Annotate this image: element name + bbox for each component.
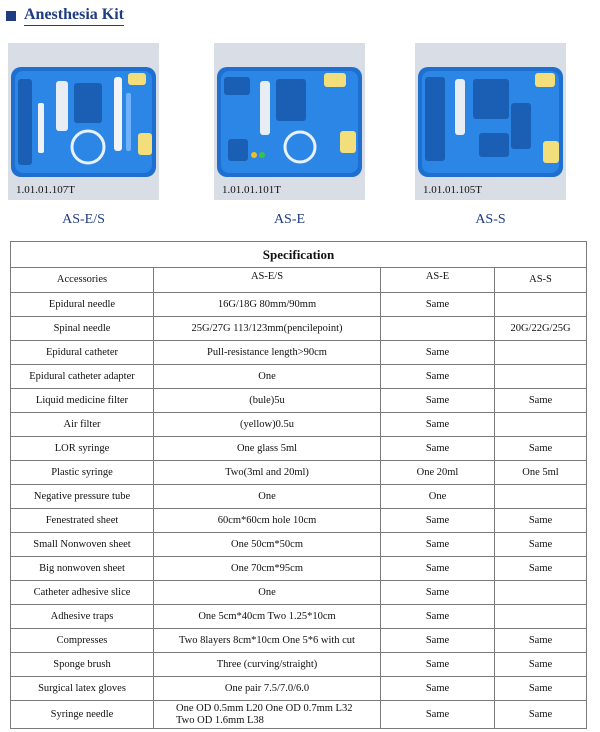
- accessory-cell: Negative pressure tube: [11, 485, 154, 509]
- ase-s-cell: One: [154, 485, 381, 509]
- ase-cell: [381, 317, 495, 341]
- as-s-cell: [495, 413, 587, 437]
- table-row: [11, 557, 587, 581]
- as-s-cell: Same: [495, 557, 587, 581]
- as-s-cell: [495, 605, 587, 629]
- table-row: [11, 413, 587, 437]
- ase-s-cell: Pull-resistance length>90cm: [154, 341, 381, 365]
- ase-cell: Same: [381, 653, 495, 677]
- ase-s-cell: One 5cm*40cm Two 1.25*10cm: [154, 605, 381, 629]
- accessory-cell: Big nonwoven sheet: [11, 557, 154, 581]
- table-row: [11, 677, 587, 701]
- as-s-cell: [495, 365, 587, 389]
- table-row: [11, 653, 587, 677]
- table-row: [11, 533, 587, 557]
- page-title: Anesthesia Kit: [24, 6, 124, 26]
- ase-cell: Same: [381, 677, 495, 701]
- ase-s-line: One OD 0.5mm L20 One OD 0.7mm L32: [176, 702, 353, 714]
- ase-s-cell: One pair 7.5/7.0/6.0: [154, 677, 381, 701]
- ase-s-cell: One: [154, 365, 381, 389]
- accessory-cell: Compresses: [11, 629, 154, 653]
- as-s-cell: [495, 485, 587, 509]
- header-square-icon: [6, 11, 16, 21]
- ase-cell: Same: [381, 413, 495, 437]
- specification-table: [10, 241, 587, 729]
- accessory-cell: Sponge brush: [11, 653, 154, 677]
- ase-s-cell: One 50cm*50cm: [154, 533, 381, 557]
- accessory-cell: Fenestrated sheet: [11, 509, 154, 533]
- table-row: [11, 605, 587, 629]
- ase-s-cell: Two(3ml and 20ml): [154, 461, 381, 485]
- as-s-cell: Same: [495, 701, 587, 729]
- product-name: AS-E/S: [62, 212, 105, 227]
- accessory-cell: LOR syringe: [11, 437, 154, 461]
- table-header-row: [11, 268, 587, 293]
- product-card-ase: [214, 43, 365, 228]
- ase-cell: One 20ml: [381, 461, 495, 485]
- product-card-ase-s: [8, 43, 159, 228]
- table-row: [11, 317, 587, 341]
- kit-tray-image: [8, 43, 159, 200]
- ase-s-cell: (bule)5u: [154, 389, 381, 413]
- accessory-cell: Syringe needle: [11, 701, 154, 729]
- as-s-cell: One 5ml: [495, 461, 587, 485]
- ase-cell: Same: [381, 557, 495, 581]
- column-header: Accessories: [11, 268, 154, 293]
- table-row: [11, 629, 587, 653]
- ase-cell: One: [381, 485, 495, 509]
- accessory-cell: Small Nonwoven sheet: [11, 533, 154, 557]
- accessory-cell: Surgical latex gloves: [11, 677, 154, 701]
- table-row: [11, 389, 587, 413]
- ase-cell: Same: [381, 605, 495, 629]
- as-s-cell: 20G/22G/25G: [495, 317, 587, 341]
- product-code: 1.01.01.107T: [16, 184, 75, 196]
- ase-s-line: Two OD 1.6mm L38: [176, 714, 264, 726]
- product-card-as-s: [415, 43, 566, 228]
- ase-cell: Same: [381, 341, 495, 365]
- product-photo: [8, 43, 159, 200]
- as-s-cell: [495, 581, 587, 605]
- ase-s-cell: 60cm*60cm hole 10cm: [154, 509, 381, 533]
- accessory-cell: Spinal needle: [11, 317, 154, 341]
- ase-s-cell: (yellow)0.5u: [154, 413, 381, 437]
- table-row: [11, 581, 587, 605]
- as-s-cell: Same: [495, 437, 587, 461]
- as-s-cell: Same: [495, 509, 587, 533]
- product-name: AS-S: [475, 212, 506, 227]
- ase-cell: Same: [381, 629, 495, 653]
- product-name: AS-E: [273, 212, 306, 227]
- ase-cell: Same: [381, 389, 495, 413]
- ase-s-cell: Two 8layers 8cm*10cm One 5*6 with cut: [154, 629, 381, 653]
- ase-s-cell: [154, 701, 381, 729]
- as-s-cell: Same: [495, 653, 587, 677]
- as-s-cell: Same: [495, 677, 587, 701]
- page-header: [6, 6, 124, 26]
- table-caption: Specification: [11, 242, 587, 268]
- ase-s-cell: 16G/18G 80mm/90mm: [154, 293, 381, 317]
- column-header: AS-E: [381, 268, 495, 293]
- ase-cell: Same: [381, 701, 495, 729]
- table-row: [11, 341, 587, 365]
- ase-cell: Same: [381, 293, 495, 317]
- ase-s-cell: One: [154, 581, 381, 605]
- as-s-cell: [495, 341, 587, 365]
- ase-cell: Same: [381, 365, 495, 389]
- accessory-cell: Epidural needle: [11, 293, 154, 317]
- accessory-cell: Liquid medicine filter: [11, 389, 154, 413]
- kit-tray-image: [214, 43, 365, 200]
- table-row: [11, 437, 587, 461]
- accessory-cell: Catheter adhesive slice: [11, 581, 154, 605]
- ase-s-cell: 25G/27G 113/123mm(pencilepoint): [154, 317, 381, 341]
- ase-s-cell: Three (curving/straight): [154, 653, 381, 677]
- as-s-cell: [495, 293, 587, 317]
- product-photo: [415, 43, 566, 200]
- column-header: AS-E/S: [154, 268, 381, 293]
- ase-cell: Same: [381, 533, 495, 557]
- ase-s-cell: One 70cm*95cm: [154, 557, 381, 581]
- accessory-cell: Adhesive traps: [11, 605, 154, 629]
- accessory-cell: Epidural catheter: [11, 341, 154, 365]
- as-s-cell: Same: [495, 533, 587, 557]
- product-code: 1.01.01.105T: [423, 184, 482, 196]
- ase-cell: Same: [381, 581, 495, 605]
- accessory-cell: Epidural catheter adapter: [11, 365, 154, 389]
- accessory-cell: Air filter: [11, 413, 154, 437]
- table-row: [11, 701, 587, 729]
- accessory-cell: Plastic syringe: [11, 461, 154, 485]
- table-row: [11, 509, 587, 533]
- as-s-cell: Same: [495, 629, 587, 653]
- ase-cell: Same: [381, 437, 495, 461]
- ase-cell: Same: [381, 509, 495, 533]
- ase-s-cell: One glass 5ml: [154, 437, 381, 461]
- as-s-cell: Same: [495, 389, 587, 413]
- table-row: [11, 365, 587, 389]
- table-row: [11, 293, 587, 317]
- table-row: [11, 461, 587, 485]
- product-photo: [214, 43, 365, 200]
- kit-tray-image: [415, 43, 566, 200]
- table-row: [11, 485, 587, 509]
- column-header: AS-S: [495, 268, 587, 293]
- product-code: 1.01.01.101T: [222, 184, 281, 196]
